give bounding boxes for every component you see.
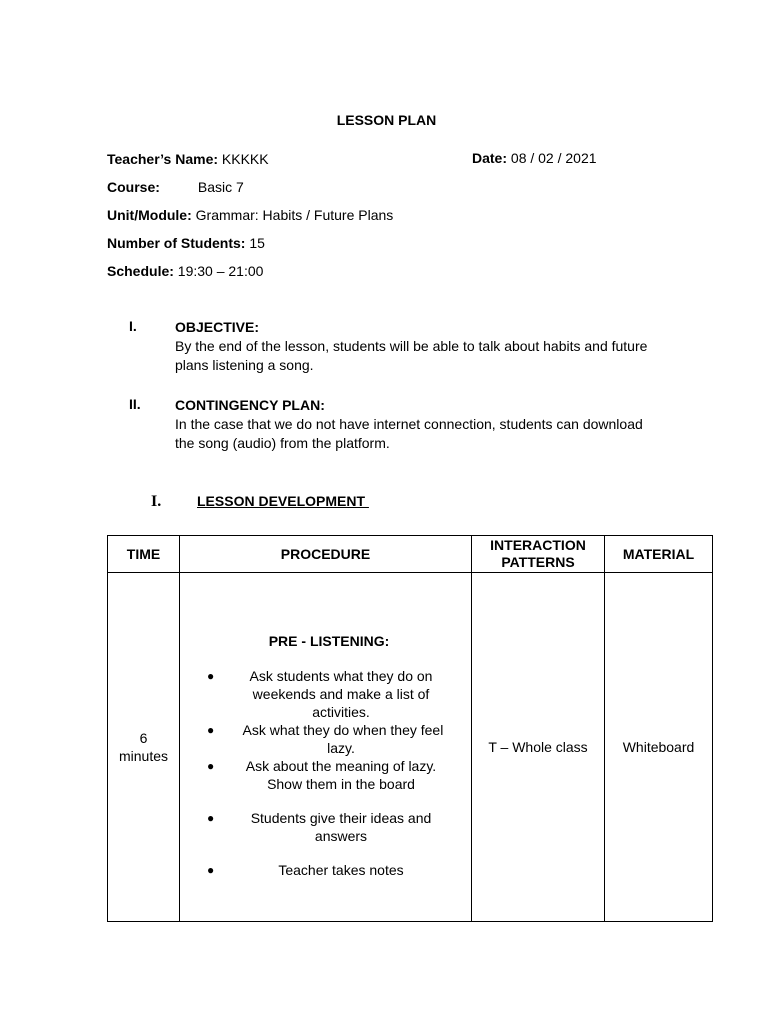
- procedure-cell: [180, 573, 472, 922]
- contingency-section: [175, 396, 655, 453]
- contingency-number: II.: [129, 396, 141, 412]
- time-cell: [108, 573, 180, 922]
- date-field: [472, 150, 597, 166]
- list-item: ● Students give their ideas and answers: [207, 809, 432, 844]
- list-item: ● Ask students what they do on weekends and make a list of activities.: [207, 667, 433, 720]
- bullet-icon: ●: [207, 668, 215, 683]
- header-procedure: PROCEDURE: [180, 536, 472, 573]
- unit-label: Unit/Module:: [107, 207, 192, 223]
- material-cell: Whiteboard: [605, 573, 713, 922]
- objective-text: By the end of the lesson, students will be able to talk about habits and future plans listening a song.: [175, 338, 648, 373]
- interaction-cell: T – Whole class: [472, 573, 605, 922]
- contingency-text: In the case that we do not have internet connection, students can download the song (audio) from the platform.: [175, 416, 643, 451]
- lesson-development-table: [107, 535, 713, 922]
- list-item: ● Ask what they do when they feel lazy.: [207, 721, 448, 756]
- list-item: ● Ask about the meaning of lazy. Show them in the board: [207, 757, 437, 792]
- teacher-name-value: KKKKK: [218, 151, 269, 167]
- procedure-list: [187, 667, 471, 879]
- course-field: [107, 178, 244, 196]
- header-time: TIME: [108, 536, 180, 573]
- table-row: [108, 573, 713, 922]
- bullet-icon: ●: [207, 810, 215, 825]
- lesson-development-number: I.: [151, 493, 162, 510]
- table-header-row: [108, 536, 713, 573]
- objective-number: I.: [129, 318, 137, 334]
- teacher-name-label: Teacher’s Name:: [107, 151, 219, 167]
- bullet-icon: ●: [207, 722, 215, 737]
- contingency-heading: CONTINGENCY PLAN:: [175, 397, 325, 413]
- objective-section: [175, 318, 655, 375]
- header-interaction-patterns: [472, 536, 605, 573]
- lesson-development-title: LESSON DEVELOPMENT: [197, 493, 369, 509]
- students-label: Number of Students:: [107, 235, 246, 251]
- unit-value: Grammar: Habits / Future Plans: [191, 207, 394, 223]
- header-material: MATERIAL: [605, 536, 713, 573]
- time-value: 6 minutes: [118, 730, 169, 764]
- schedule-value: 19:30 – 21:00: [173, 263, 264, 279]
- list-item: ● Teacher takes notes: [207, 861, 404, 878]
- course-label: Course:: [107, 179, 160, 195]
- bullet-icon: ●: [207, 862, 215, 877]
- page-title: LESSON PLAN: [336, 112, 437, 128]
- unit-field: [107, 206, 393, 224]
- date-label: Date:: [472, 150, 508, 166]
- procedure-title: PRE - LISTENING:: [268, 632, 390, 649]
- schedule-field: [107, 262, 263, 280]
- students-field: [107, 234, 265, 252]
- teacher-name-field: [107, 150, 269, 168]
- course-value: Basic 7: [197, 179, 244, 195]
- bullet-icon: ●: [207, 758, 215, 773]
- students-value: 15: [245, 235, 265, 251]
- schedule-label: Schedule:: [107, 263, 174, 279]
- date-value: 08 / 02 / 2021: [507, 150, 597, 166]
- objective-heading: OBJECTIVE:: [175, 319, 260, 335]
- header-interaction-text: INTERACTION PATTERNS: [490, 537, 586, 570]
